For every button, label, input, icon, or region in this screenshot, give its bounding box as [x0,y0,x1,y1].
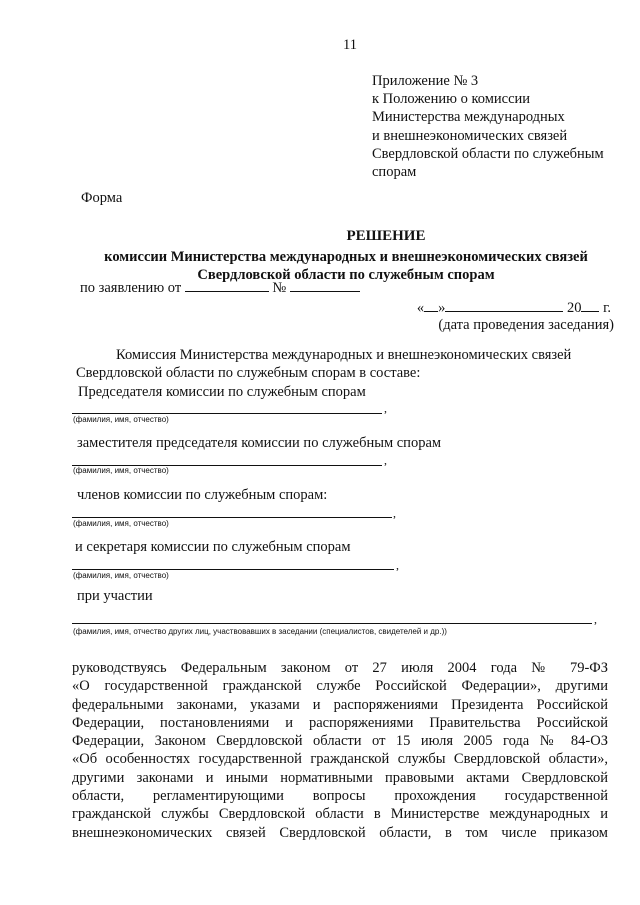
subtitle-line: комиссии Министерства международных и внешнеэкономических связей [104,249,588,265]
participants-label: при участии [77,588,153,604]
year-blank[interactable] [581,299,599,312]
comma: , [384,453,387,467]
appendix-block [372,72,604,181]
paragraph-line: руководствуясь Федеральным законом от 27 июля 2004 года № 79-ФЗ [72,660,608,676]
meeting-date-caption: (дата проведения заседания) [438,317,614,333]
paragraph-line: федеральными законами, указами и распоряжениями Президента Российской [72,696,608,713]
meeting-date-line [417,299,611,317]
application-number-blank[interactable] [290,279,360,292]
appendix-line: спорам [372,164,417,181]
commission-intro-line1: Комиссия Министерства международных и внешнеэкономических связей [116,347,572,363]
subtitle-line: Свердловской области по служебным спорам [197,267,495,283]
comma: , [393,506,396,520]
application-prefix: по заявлению от [80,280,182,296]
paragraph-line: внешнеэкономических связей Свердловской области, в том числе приказом [72,824,608,841]
comma: , [384,401,387,415]
application-date-blank[interactable] [185,279,269,292]
application-line [80,279,360,297]
participants-hint: (фамилия, имя, отчество других лиц, участвовавших в заседании (специалистов, свидетелей и др.)) [73,627,447,636]
year-prefix: 20 [566,300,582,316]
number-sign: № [272,280,287,296]
paragraph-line: «Об особенностях государственной гражданской службы Свердловской области», [72,751,608,768]
secretary-hint: (фамилия, имя, отчество) [73,571,169,580]
paragraph-line: гражданской службы Свердловской области в Министерстве международных и [72,806,608,823]
document-title: РЕШЕНИЕ [346,228,426,244]
chairman-label: Председателя комиссии по служебным спорам [78,384,366,400]
paragraph-line: другими законами и иными нормативными правовыми актами Свердловской [72,769,608,786]
paragraph-line: Федерации, Законом Свердловской области от 15 июля 2005 года № 84-ОЗ [72,733,608,750]
secretary-label: и секретаря комиссии по служебным спорам [75,539,351,555]
appendix-line: и внешнеэкономических связей [372,127,568,144]
year-suffix: г. [603,300,611,316]
appendix-line: Свердловской области по служебным [372,145,604,162]
paragraph-line: Федерации, постановлениями и распоряжениями Правительства Российской [72,714,608,731]
close-quote: » [438,300,446,316]
commission-intro-line2: Свердловской области по служебным спорам в составе: [76,365,421,381]
appendix-line: к Положению о комиссии [372,91,531,108]
members-input-line[interactable] [72,517,392,518]
deputy-chairman-hint: (фамилия, имя, отчество) [73,466,169,475]
paragraph-line: «О государственной гражданской службе Российской Федерации», другими [72,678,608,695]
deputy-chairman-label: заместителя председателя комиссии по служебным спорам [77,435,442,451]
month-blank[interactable] [445,299,563,312]
form-label: Форма [81,190,123,206]
day-blank[interactable] [424,299,438,312]
members-label: членов комиссии по служебным спорам: [77,487,328,503]
participants-input-line[interactable] [72,623,592,624]
chairman-input-line[interactable] [72,413,382,414]
members-hint: (фамилия, имя, отчество) [73,519,169,528]
comma: , [594,612,597,626]
appendix-line: Министерства международных [372,109,565,126]
page-number: 11 [343,37,357,53]
paragraph-line: области, регламентирующими вопросы прохождения государственной [72,788,608,805]
open-quote: « [416,300,425,316]
appendix-line: Приложение № 3 [372,73,479,89]
chairman-hint: (фамилия, имя, отчество) [73,415,169,424]
secretary-input-line[interactable] [72,569,394,570]
legal-basis-paragraph [72,659,608,842]
comma: , [396,558,399,572]
